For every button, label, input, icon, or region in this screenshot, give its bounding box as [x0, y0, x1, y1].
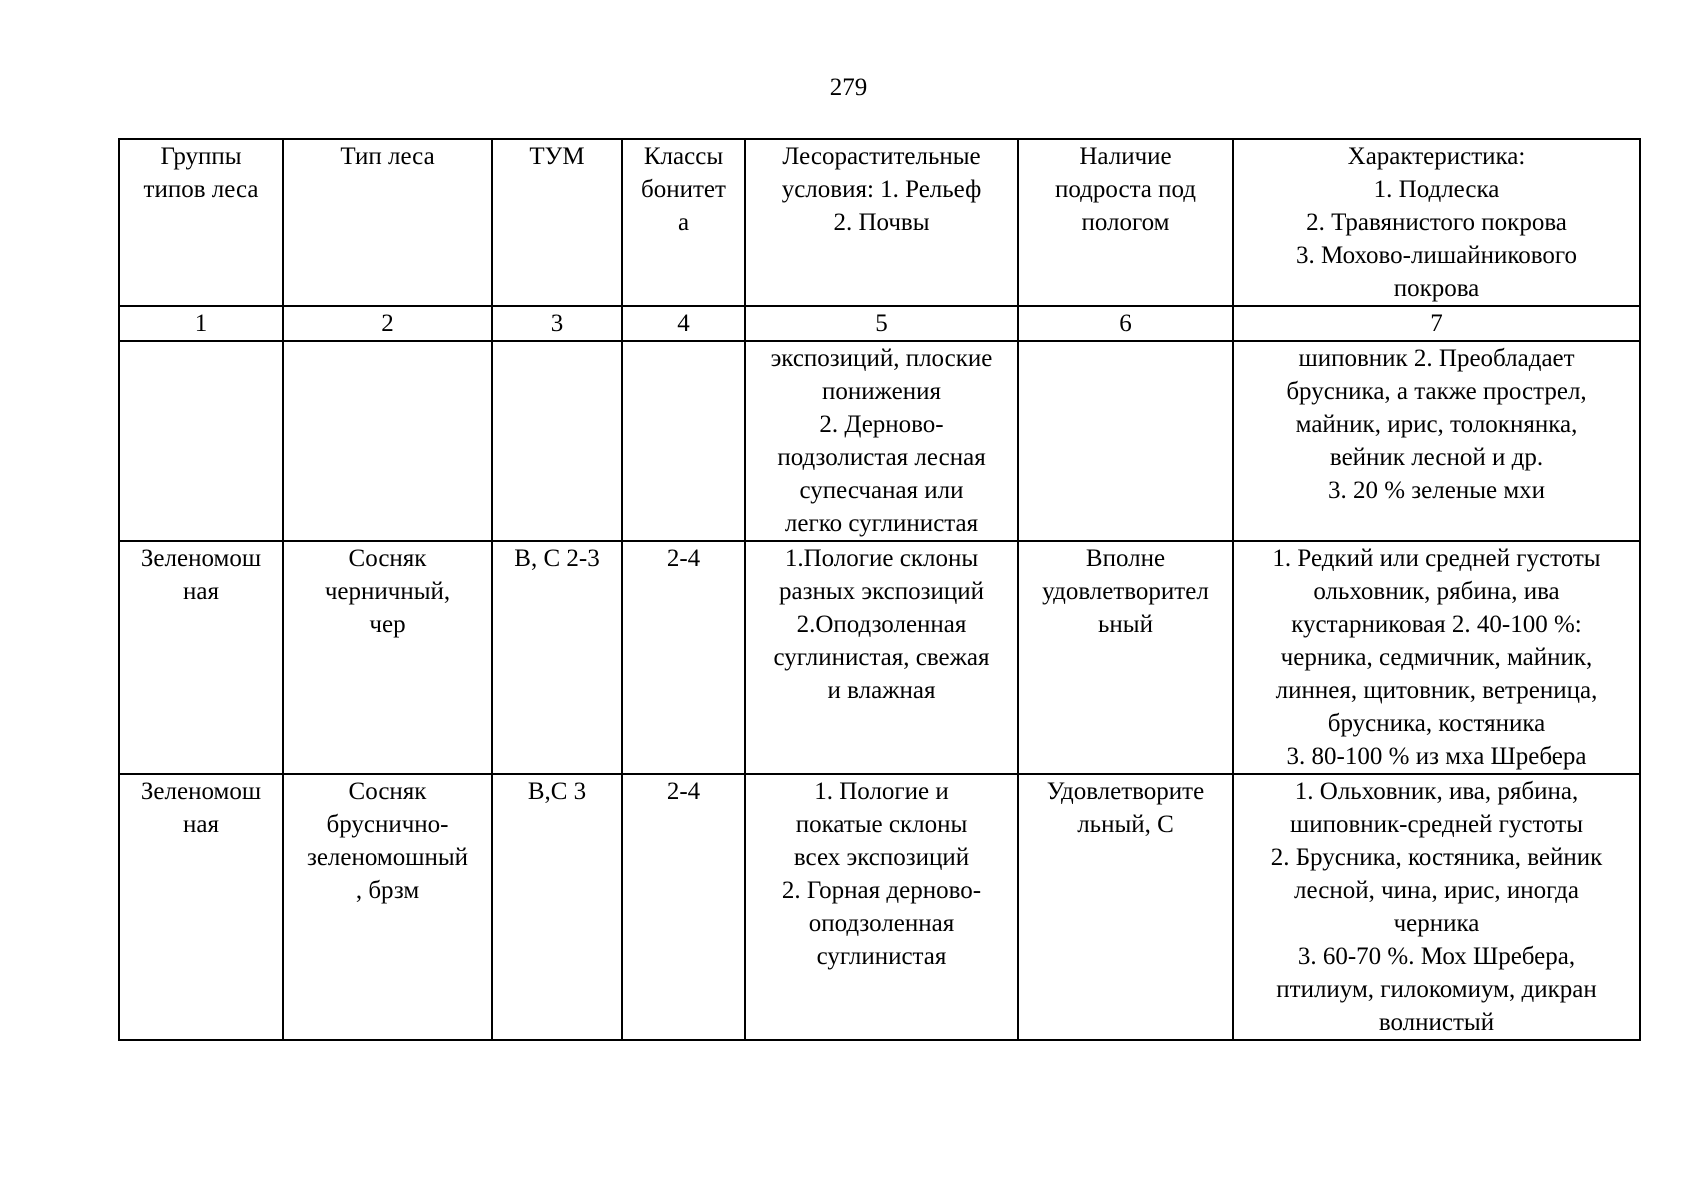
table-cell — [1018, 341, 1233, 541]
table-cell: Сосняк бруснично- зеленомошный , брзм — [283, 774, 492, 1040]
table-cell: Сосняк черничный, чер — [283, 541, 492, 774]
table-cell: 1. Ольховник, ива, рябина, шиповник-средней густоты 2. Брусника, костяника, вейник лесной, чина, ирис, иногда черника 3. 60-70 %. Мох Шребера, птилиум, гилокомиум, дикран волнистый — [1233, 774, 1640, 1040]
table-row — [119, 541, 1640, 774]
table-cell: Зеленомош ная — [119, 541, 283, 774]
table-cell: 2-4 — [622, 774, 745, 1040]
table-cell: шиповник 2. Преобладает брусника, а также прострел, майник, ирис, толокнянка, вейник лесной и др. 3. 20 % зеленые мхи — [1233, 341, 1640, 541]
column-number: 2 — [283, 306, 492, 341]
table-cell — [119, 341, 283, 541]
table-row — [119, 341, 1640, 541]
table-cell — [622, 341, 745, 541]
page-number: 279 — [829, 74, 868, 101]
table-cell: 1. Редкий или средней густоты ольховник, рябина, ива кустарниковая 2. 40-100 %: черника, седмичник, майник, линнея, щитовник, ветреница, брусника, костяника 3. 80-100 % из мха Шребера — [1233, 541, 1640, 774]
table-cell — [492, 341, 622, 541]
table-cell: В, С 2-3 — [492, 541, 622, 774]
column-number: 6 — [1018, 306, 1233, 341]
table-cell: Зеленомош ная — [119, 774, 283, 1040]
header-cell-forest-group: Группы типов леса — [119, 139, 283, 306]
header-cell-characteristics: Характеристика: 1. Подлеска 2. Травянистого покрова 3. Мохово-лишайникового покрова — [1233, 139, 1640, 306]
column-number: 5 — [745, 306, 1018, 341]
table-cell: 1.Пологие склоны разных экспозиций 2.Оподзоленная суглинистая, свежая и влажная — [745, 541, 1018, 774]
column-number: 1 — [119, 306, 283, 341]
column-number: 4 — [622, 306, 745, 341]
table-cell: экспозиций, плоские понижения 2. Дерново- подзолистая лесная супесчаная или легко суглинистая — [745, 341, 1018, 541]
forest-types-table — [118, 138, 1641, 1041]
table-cell: В,С 3 — [492, 774, 622, 1040]
table-cell: Вполне удовлетворител ьный — [1018, 541, 1233, 774]
table-row — [119, 774, 1640, 1040]
header-cell-undergrowth: Наличие подроста под пологом — [1018, 139, 1233, 306]
column-number-row — [119, 306, 1640, 341]
header-cell-forest-type: Тип леса — [283, 139, 492, 306]
header-cell-growing-conditions: Лесорастительные условия: 1. Рельеф 2. Почвы — [745, 139, 1018, 306]
table-cell: 2-4 — [622, 541, 745, 774]
table-cell — [283, 341, 492, 541]
table-header-row — [119, 139, 1640, 306]
table-cell: 1. Пологие и покатые склоны всех экспозиций 2. Горная дерново- оподзоленная суглинистая — [745, 774, 1018, 1040]
column-number: 3 — [492, 306, 622, 341]
column-number: 7 — [1233, 306, 1640, 341]
header-cell-bonitet-class: Классы бонитет а — [622, 139, 745, 306]
table-cell: Удовлетворите льный, С — [1018, 774, 1233, 1040]
header-cell-tum: ТУМ — [492, 139, 622, 306]
